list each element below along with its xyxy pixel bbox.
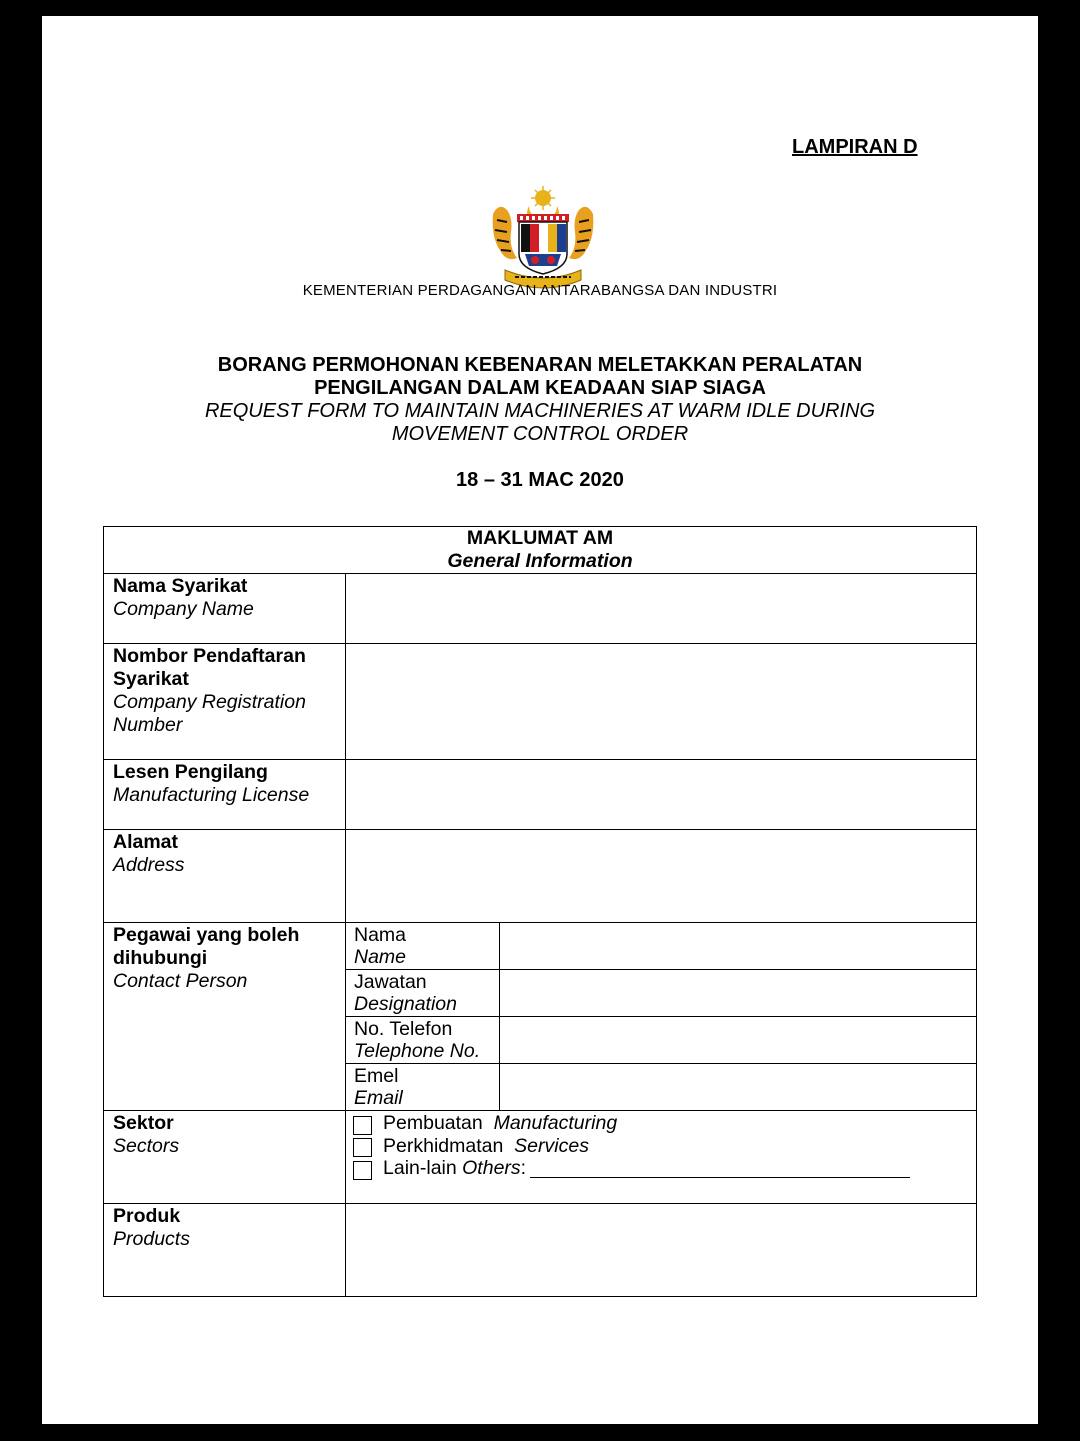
manufacturing-license-label: Lesen Pengilang Manufacturing License [104, 760, 346, 830]
section-title-en: General Information [447, 550, 633, 572]
registration-number-label: Nombor Pendaftaran Syarikat Company Registration Number [104, 644, 346, 760]
others-blank-line[interactable] [530, 1159, 910, 1178]
title-bm-line-1: BORANG PERMOHONAN KEBENARAN MELETAKKAN PERALATAN [217, 354, 863, 376]
malaysia-coat-of-arms-icon [485, 184, 601, 294]
company-name-label: Nama Syarikat Company Name [104, 574, 346, 644]
company-name-field[interactable] [346, 574, 977, 644]
sector-option-manufacturing[interactable]: Pembuatan Manufacturing [353, 1112, 976, 1135]
sectors-options [346, 1111, 977, 1204]
ministry-name: KEMENTERIAN PERDAGANGAN ANTARABANGSA DAN INDUSTRI [302, 282, 778, 299]
contact-person-label: Pegawai yang boleh dihubungi Contact Person [104, 923, 346, 1111]
section-header [104, 527, 977, 574]
email-label: Emel Email [346, 1064, 500, 1111]
contact-name-label: Nama Name [346, 923, 500, 970]
designation-label: Jawatan Designation [346, 970, 500, 1017]
date-range: 18 – 31 MAC 2020 [456, 469, 624, 491]
designation-field[interactable] [500, 970, 977, 1017]
general-information-table [103, 526, 977, 1297]
contact-name-field[interactable] [500, 923, 977, 970]
manufacturing-license-field[interactable] [346, 760, 977, 830]
title-en-line-2: MOVEMENT CONTROL ORDER [391, 423, 689, 445]
telephone-label: No. Telefon Telephone No. [346, 1017, 500, 1064]
address-field[interactable] [346, 830, 977, 923]
email-field[interactable] [500, 1064, 977, 1111]
document-page [42, 16, 1038, 1424]
products-label: Produk Products [104, 1204, 346, 1297]
title-bm-line-2: PENGILANGAN DALAM KEADAAN SIAP SIAGA [314, 377, 766, 399]
section-title-bm: MAKLUMAT AM [466, 527, 614, 549]
address-label: Alamat Address [104, 830, 346, 923]
checkbox-others[interactable] [353, 1161, 372, 1180]
sector-option-services[interactable]: Perkhidmatan Services [353, 1135, 976, 1158]
products-field[interactable] [346, 1204, 977, 1297]
registration-number-field[interactable] [346, 644, 977, 760]
checkbox-services[interactable] [353, 1138, 372, 1157]
annex-label: LAMPIRAN D [792, 136, 918, 158]
checkbox-manufacturing[interactable] [353, 1116, 372, 1135]
telephone-field[interactable] [500, 1017, 977, 1064]
form-title [42, 354, 1038, 446]
title-en-line-1: REQUEST FORM TO MAINTAIN MACHINERIES AT WARM IDLE DURING [204, 400, 876, 422]
sectors-label: Sektor Sectors [104, 1111, 346, 1204]
sector-option-others[interactable]: Lain-lain Others : [353, 1157, 976, 1180]
